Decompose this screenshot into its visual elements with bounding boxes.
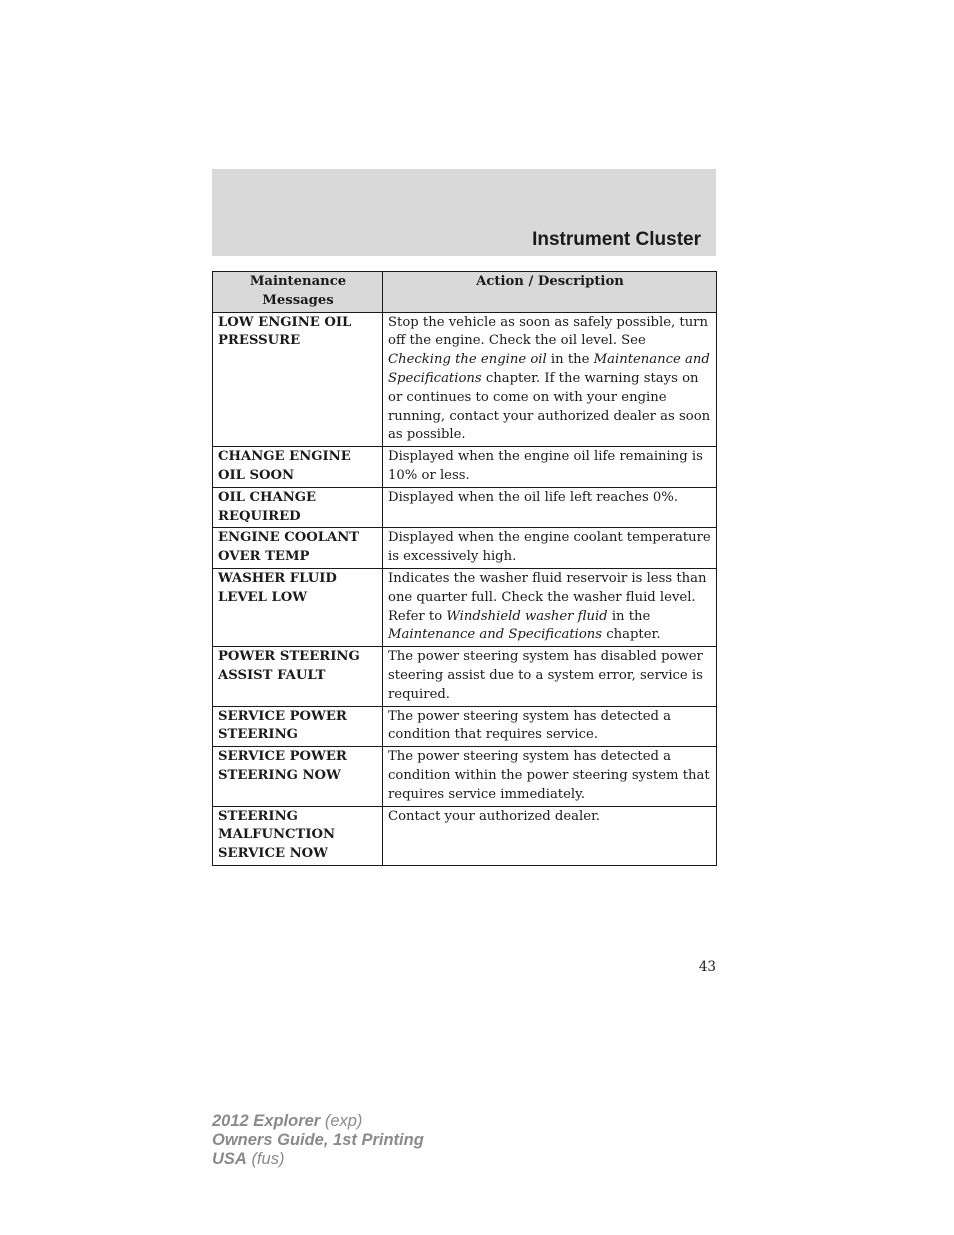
table-row (213, 487, 717, 528)
description-text: Contact your authorized dealer. (388, 808, 601, 824)
description-reference: Maintenance and Specifications (388, 627, 603, 643)
footer-line-main: 2012 Explorer (212, 1112, 321, 1130)
footer-line-code: (exp) (324, 1112, 363, 1130)
description-text: Stop the vehicle as soon as safely possible, turn off the engine. Check the oil level. See (388, 314, 708, 349)
footer-line-main: USA (212, 1150, 247, 1169)
footer-line-code: (fus) (251, 1150, 285, 1169)
description-cell (383, 312, 717, 447)
description-cell (383, 568, 717, 646)
description-reference: Maintenance and Specifications (388, 352, 710, 386)
column-header-description: Action / Description (383, 272, 717, 313)
footer-line (212, 1112, 424, 1131)
description-cell (383, 647, 717, 706)
description-text: The power steering system has detected a condition that requires service. (388, 708, 672, 743)
table-row (213, 806, 717, 865)
description-text: chapter. (602, 627, 661, 643)
table-row (213, 447, 717, 488)
description-text: The power steering system has disabled power steering assist due to a system error, service is required. (388, 649, 703, 702)
table-header-row (213, 272, 717, 313)
document-footer (212, 1112, 424, 1170)
message-cell: SERVICE POWER STEERING (213, 706, 383, 747)
description-cell (383, 806, 717, 865)
description-text: Displayed when the engine coolant temperature is excessively high. (388, 530, 711, 565)
description-text: Displayed when the oil life left reaches 0%. (388, 489, 679, 505)
maintenance-messages-table (212, 271, 717, 866)
description-reference: Checking the engine oil (388, 352, 547, 368)
description-text: The power steering system has detected a condition within the power steering system that requires service immediately. (388, 749, 710, 802)
description-text: in the (607, 608, 651, 624)
section-header-band (212, 169, 716, 256)
description-text: Indicates the washer fluid reservoir is less than one quarter full. Check the washer fluid level. Refer to (388, 570, 707, 624)
description-cell (383, 747, 717, 806)
table-row (213, 706, 717, 747)
footer-line-main: Owners Guide, 1st Printing (212, 1131, 424, 1150)
table-row (213, 568, 717, 646)
description-cell (383, 487, 717, 528)
table-row (213, 312, 717, 447)
table-row (213, 528, 717, 569)
description-cell (383, 706, 717, 747)
description-reference: Windshield washer fluid (446, 608, 608, 624)
description-cell (383, 528, 717, 569)
message-cell: OIL CHANGE REQUIRED (213, 487, 383, 528)
description-text: chapter. If the warning stays on or continues to come on with your engine running, contact your authorized dealer as soon as possible. (388, 370, 711, 443)
description-text: in the (546, 352, 594, 368)
message-cell: CHANGE ENGINE OIL SOON (213, 447, 383, 488)
table-row (213, 647, 717, 706)
column-header-messages: Maintenance Messages (213, 272, 383, 313)
footer-line (212, 1131, 424, 1150)
description-cell (383, 447, 717, 488)
section-title: Instrument Cluster (532, 229, 701, 250)
message-cell: WASHER FLUID LEVEL LOW (213, 568, 383, 646)
message-cell: STEERING MALFUNCTION SERVICE NOW (213, 806, 383, 865)
message-cell: ENGINE COOLANT OVER TEMP (213, 528, 383, 569)
description-text: Displayed when the engine oil life remaining is 10% or less. (388, 449, 703, 483)
message-cell: LOW ENGINE OIL PRESSURE (213, 312, 383, 447)
message-cell: POWER STEERING ASSIST FAULT (213, 647, 383, 706)
message-cell: SERVICE POWER STEERING NOW (213, 747, 383, 806)
page-number: 43 (698, 959, 716, 975)
footer-line (212, 1150, 424, 1169)
table-row (213, 747, 717, 806)
table-body (213, 312, 717, 865)
